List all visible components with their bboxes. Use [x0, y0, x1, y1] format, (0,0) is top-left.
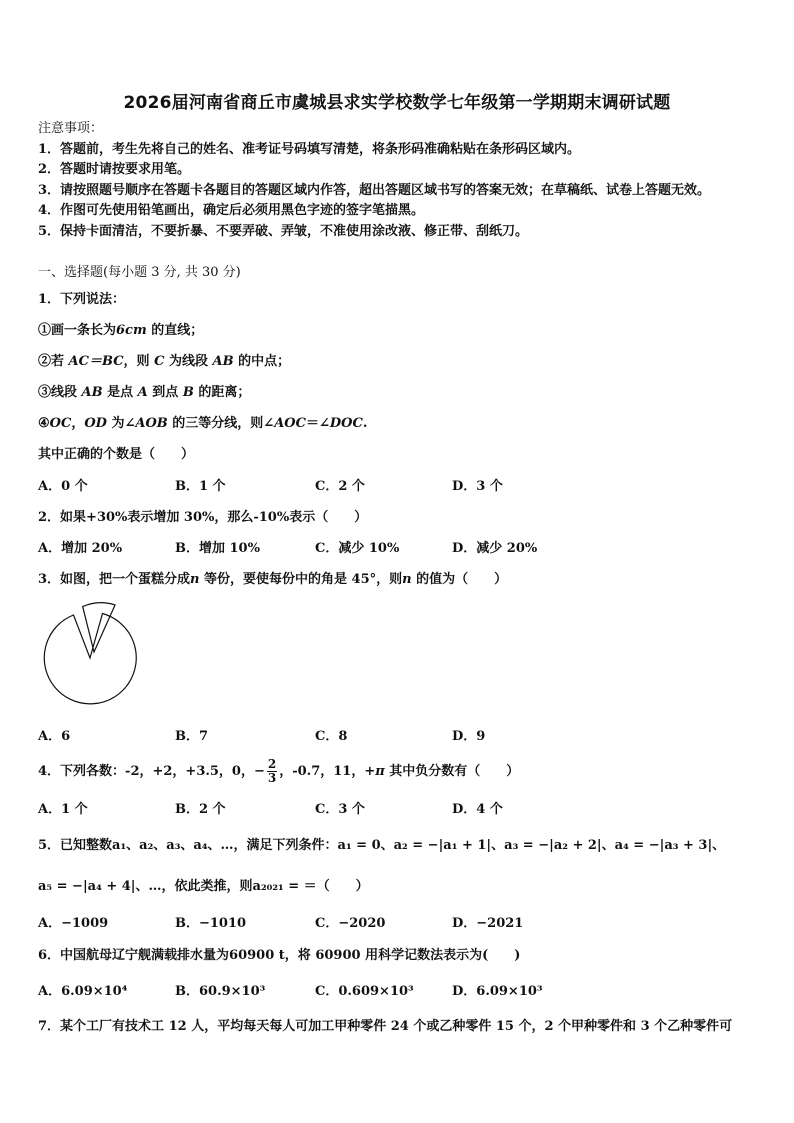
cake-body	[44, 614, 136, 704]
q1-s1-var: 6cm	[116, 323, 147, 338]
q1-s3-c: 是点	[102, 385, 138, 400]
page-title: 2026届河南省商丘市虞城县求实学校数学七年级第一学期期末调研试题	[123, 93, 671, 113]
q5-line-1: 5．已知整数a₁、a₂、a₃、a₄、…，满足下列条件：a₁ = 0、a₂ = −|a₁ + 1|、a₃ = −|a₂ + 2|、a₄ = −|a₃ + 3|、	[38, 838, 726, 853]
note-item-5: 5．保持卡面清洁，不要折暴、不要弄破、弄皱，不准使用涂改液、修正带、刮纸刀。	[38, 224, 529, 239]
q5-option-d[interactable]: D．−2021	[452, 916, 524, 931]
section-heading: 一、选择题(每小题 3 分, 共 30 分)	[38, 265, 241, 280]
q1-s3-d: A	[137, 385, 148, 400]
q6-option-c[interactable]: C．0.609×10³	[315, 984, 414, 999]
q1-s3-b: AB	[81, 385, 103, 400]
q3-stem-n: n	[190, 572, 200, 587]
q1-s3-a: ③线段	[38, 385, 82, 400]
q1-s2-b: ，则	[123, 354, 155, 369]
q4-fraction	[267, 758, 277, 785]
q4-stem-b: ，-0.7，11，+	[279, 764, 376, 779]
q5-option-b[interactable]: B．−1010	[175, 916, 247, 931]
q3-stem-n2: n	[402, 572, 412, 587]
q4-option-c[interactable]: C．3 个	[315, 802, 365, 817]
q1-s3-f: B	[182, 385, 194, 400]
note-item-1: 1．答题前，考生先将自己的姓名、准考证号码填写清楚，将条形码准确粘贴在条形码区域内。	[38, 142, 581, 157]
q1-statement-1	[38, 323, 203, 339]
q1-s2-c: C	[154, 354, 165, 369]
note-item-4: 4．作图可先使用铅笔画出，确定后必须用黑色字迹的签字笔描黑。	[38, 203, 425, 218]
q3-option-d[interactable]: D．9	[452, 729, 486, 744]
q2-stem: 2．如果+30%表示增加 30%，那么-10%表示（ ）	[38, 510, 368, 525]
q6-option-b[interactable]: B．60.9×10³	[175, 984, 266, 999]
q1-s4-b: OC	[49, 416, 72, 431]
q2-option-b[interactable]: B．增加 10%	[175, 541, 260, 556]
notes-heading: 注意事项：	[38, 121, 104, 136]
q5-line-2: a₅ = −|a₄ + 4|、…，依此类推，则a₂₀₂₁ = ＝（ ）	[38, 879, 369, 894]
q1-statement-2	[38, 354, 290, 370]
q1-statement-4	[38, 416, 367, 432]
q4-frac-den: 3	[267, 771, 277, 785]
q4-pi: π	[375, 764, 385, 779]
q1-ask: 其中正确的个数是（ ）	[38, 447, 195, 462]
q3-option-c[interactable]: C．8	[315, 729, 348, 744]
note-item-3: 3．请按照题号顺序在答题卡各题目的答题区域内作答，超出答题区域书写的答案无效；在草稿纸、试卷上答题无效。	[38, 183, 711, 198]
q1-s2-d: 为线段	[164, 354, 213, 369]
q4-stem-c: 其中负分数有（ ）	[384, 764, 520, 779]
q1-s4-i: ＝∠	[305, 416, 330, 431]
q6-option-a[interactable]: A．6.09×10⁴	[38, 984, 128, 999]
q4-frac-num: 2	[267, 757, 277, 771]
q2-option-d[interactable]: D．减少 20%	[452, 541, 538, 556]
q1-s4-h: AOC	[274, 416, 306, 431]
q1-option-b[interactable]: B．1 个	[175, 479, 226, 494]
q1-s4-f: AOB	[135, 416, 168, 431]
q1-s2-f: 的中点；	[233, 354, 291, 369]
q1-option-a[interactable]: A．0 个	[38, 479, 88, 494]
q3-stem-c: 的值为（ ）	[411, 572, 508, 587]
cake-slice	[78, 601, 115, 654]
q6-option-d[interactable]: D．6.09×10³	[452, 984, 543, 999]
q1-s4-a: ④	[38, 416, 50, 431]
q1-s1-text: ①画一条长为	[38, 323, 117, 338]
q3-stem-a: 3．如图，把一个蛋糕分成	[38, 572, 191, 587]
q1-s2-e: AB	[212, 354, 234, 369]
q1-option-c[interactable]: C．2 个	[315, 479, 365, 494]
q3-stem	[38, 572, 507, 588]
q4-stem	[38, 758, 519, 786]
q5-option-a[interactable]: A．−1009	[38, 916, 109, 931]
q1-s4-c: ，	[71, 416, 85, 431]
q1-s4-j: DOC	[329, 416, 363, 431]
q1-s4-g: 的三等分线，则∠	[167, 416, 275, 431]
q4-option-a[interactable]: A．1 个	[38, 802, 88, 817]
cake-diagram	[40, 600, 140, 710]
q3-option-a[interactable]: A．6	[38, 729, 71, 744]
q1-stem: 1．下列说法：	[38, 292, 126, 307]
q1-s3-e: 到点	[147, 385, 183, 400]
q4-option-b[interactable]: B．2 个	[175, 802, 226, 817]
q1-s2-a: ②若	[38, 354, 69, 369]
q1-s4-k: .	[362, 416, 368, 431]
q2-option-a[interactable]: A．增加 20%	[38, 541, 123, 556]
q1-s2-eq: AC＝BC	[68, 354, 124, 369]
q1-s3-g: 的距离；	[193, 385, 251, 400]
q1-s1-end: 的直线；	[146, 323, 204, 338]
q1-s4-d: OD	[84, 416, 107, 431]
q2-option-c[interactable]: C．减少 10%	[315, 541, 400, 556]
q5-option-c[interactable]: C．−2020	[315, 916, 386, 931]
q1-s4-e: 为∠	[106, 416, 136, 431]
q4-stem-a: 4．下列各数：-2，+2，+3.5，0，−	[38, 764, 265, 779]
q7-stem: 7．某个工厂有技术工 12 人，平均每天每人可加工甲种零件 24 个或乙种零件 15 个，2 个甲种零件和 3 个乙种零件可	[38, 1019, 733, 1034]
q1-statement-3	[38, 385, 250, 401]
q3-option-b[interactable]: B．7	[175, 729, 209, 744]
q4-option-d[interactable]: D．4 个	[452, 802, 503, 817]
q3-stem-b: 等份，要使每份中的角是 45°，则	[199, 572, 403, 587]
q1-option-d[interactable]: D．3 个	[452, 479, 503, 494]
note-item-2: 2．答题时请按要求用笔。	[38, 162, 191, 177]
q6-stem: 6．中国航母辽宁舰满载排水量为60900 t，将 60900 用科学记数法表示为( )	[38, 948, 521, 963]
